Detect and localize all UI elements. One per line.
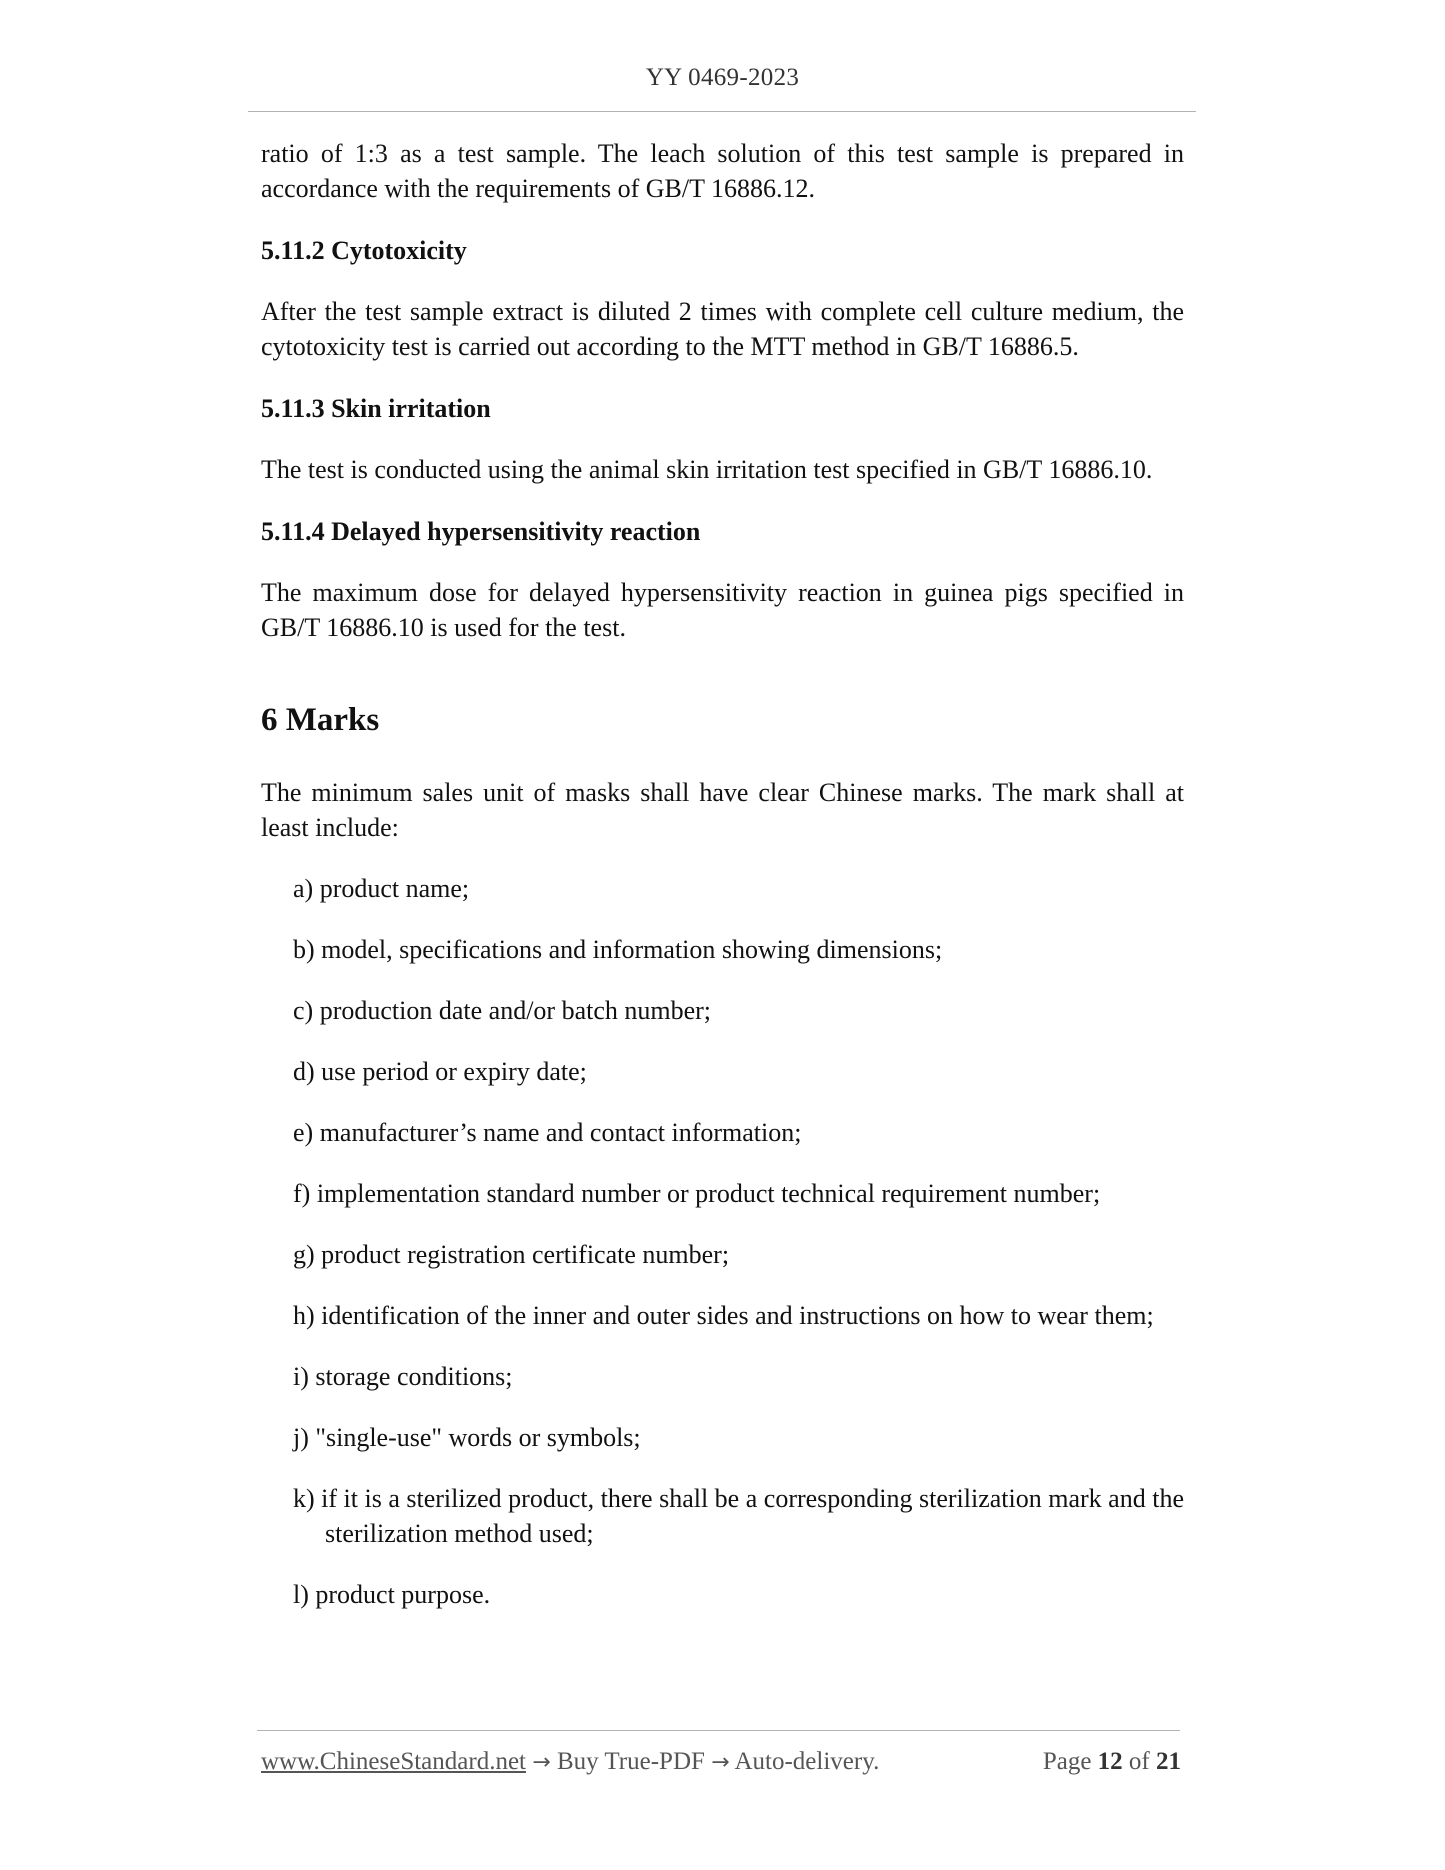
page-content [261, 136, 1184, 1612]
section-title-marks: 6 Marks [261, 702, 380, 738]
list-item: d) use period or expiry date; [293, 1057, 587, 1086]
list-item: i) storage conditions; [293, 1362, 513, 1391]
list-item: k) if it is a sterilized product, there shall be a corresponding sterilization mark and the sterilization method used; [293, 1484, 1184, 1548]
heading-skin-irritation: 5.11.3 Skin irritation [261, 394, 491, 423]
page-current: 12 [1097, 1748, 1123, 1775]
list-item: j) "single-use" words or symbols; [293, 1423, 641, 1452]
paragraph-cytotoxicity: After the test sample extract is diluted 2 times with complete cell culture medium, the cytotoxicity test is carried out according to the MTT method in GB/T 16886.5. [261, 297, 1184, 361]
document-header-title: YY 0469-2023 [645, 64, 800, 91]
page-of-label: of [1128, 1748, 1150, 1775]
list-item: h) identification of the inner and outer sides and instructions on how to wear them; [293, 1301, 1154, 1330]
list-item: c) production date and/or batch number; [293, 996, 712, 1025]
page-label: Page [1042, 1748, 1092, 1775]
arrow-right-icon: → [711, 1750, 730, 1775]
heading-delayed-hypersensitivity: 5.11.4 Delayed hypersensitivity reaction [261, 517, 701, 546]
buy-true-pdf-text: Buy True-PDF [556, 1748, 705, 1775]
paragraph-delayed-hypersensitivity: The maximum dose for delayed hypersensitivity reaction in guinea pigs specified in GB/T 16886.10 is used for the test. [261, 578, 1184, 642]
list-item: e) manufacturer’s name and contact information; [293, 1118, 802, 1147]
list-item: l) product purpose. [293, 1580, 491, 1609]
page-number [1043, 1748, 1181, 1776]
list-item: f) implementation standard number or product technical requirement number; [293, 1179, 1101, 1208]
footer-divider [257, 1730, 1180, 1731]
intro-paragraph: ratio of 1:3 as a test sample. The leach solution of this test sample is prepared in accordance with the requirements of GB/T 16886.12. [261, 139, 1184, 203]
marks-intro-paragraph: The minimum sales unit of masks shall have clear Chinese marks. The mark shall at least include: [261, 778, 1184, 842]
page-footer [261, 1748, 1181, 1784]
list-item: g) product registration certificate number; [293, 1240, 730, 1269]
list-item: b) model, specifications and information showing dimensions; [293, 935, 943, 964]
heading-cytotoxicity: 5.11.2 Cytotoxicity [261, 236, 467, 265]
paragraph-skin-irritation: The test is conducted using the animal skin irritation test specified in GB/T 16886.10. [261, 455, 1153, 484]
arrow-right-icon: → [532, 1750, 551, 1775]
header-divider [248, 111, 1196, 112]
footer-promo [261, 1748, 879, 1776]
page-total: 21 [1156, 1748, 1181, 1775]
marks-list [261, 871, 1184, 1612]
chinesestandard-link[interactable]: www.ChineseStandard.net [261, 1748, 526, 1775]
list-item: a) product name; [293, 874, 470, 903]
auto-delivery-text: Auto-delivery. [734, 1748, 880, 1775]
